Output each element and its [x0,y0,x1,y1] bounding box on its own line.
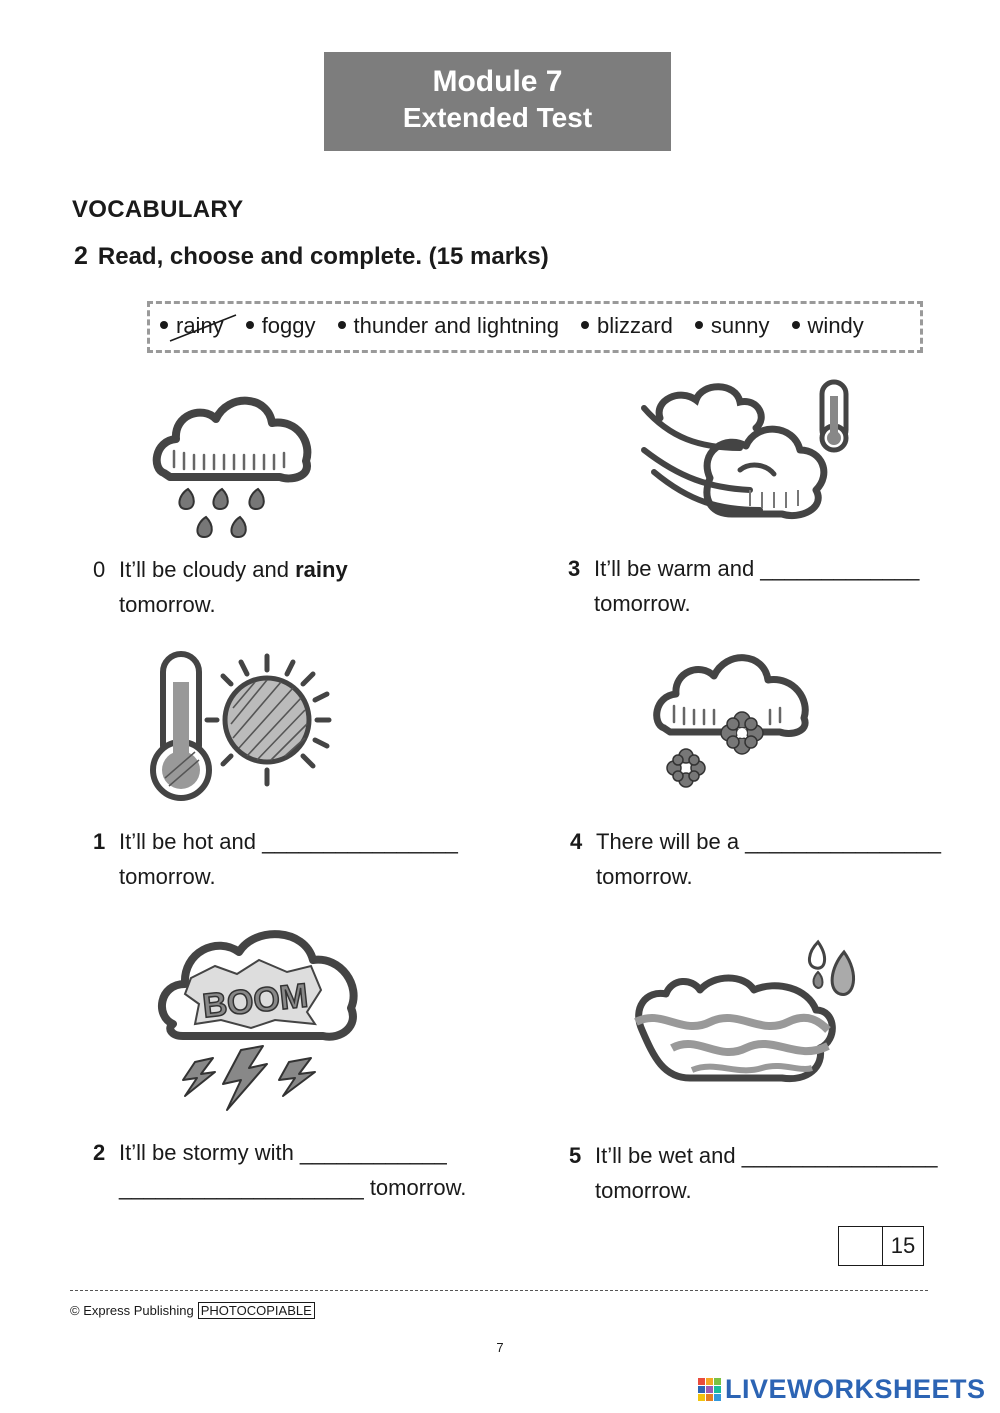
liveworksheets-wordmark: LIVEWORKSHEETS [725,1374,986,1404]
page-number: 7 [496,1340,504,1355]
liveworksheets-icon [698,1378,722,1402]
boom-text: BOOM [200,976,310,1026]
strikethrough-mark [166,309,238,349]
question-text[interactable]: It’ll be wet and ________________ [595,1143,938,1168]
question-line2: tomorrow. [119,864,216,889]
wind-cloud-icon [640,378,860,523]
copyright-text: © Express Publishing [70,1303,194,1318]
word-bank-item: thunder and lightning [338,313,560,339]
question-text[interactable]: It’ll be stormy with ____________ [119,1140,447,1165]
question-2 [93,1135,466,1205]
sun-thermometer-icon [145,648,330,803]
score-max: 15 [890,1233,916,1258]
question-4 [570,824,941,894]
photocopiable-badge: PHOTOCOPIABLE [198,1302,315,1319]
section-title: VOCABULARY [72,196,244,223]
question-number: 1 [93,829,106,854]
word-bank-item: foggy [246,313,316,339]
module-title: Module 7 [432,65,563,98]
score-box [838,1226,924,1266]
module-subtitle: Extended Test [402,102,593,133]
question-line2: tomorrow. [594,591,691,616]
question-number: 4 [570,829,583,854]
boom-storm-cloud-icon [155,928,360,1116]
question-line2[interactable]: ____________________ tomorrow. [119,1175,467,1200]
word-bank-item: rainy [160,313,224,339]
task-text: Read, choose and complete. (15 marks) [97,243,549,270]
question-number: 2 [93,1140,106,1165]
question-number: 3 [568,556,581,581]
question-line2: tomorrow. [596,864,693,889]
question-line2: tomorrow. [595,1178,692,1203]
task-number: 2 [74,242,88,270]
question-text[interactable]: It’ll be hot and ________________ [119,829,458,854]
question-5 [569,1138,938,1208]
title-box [324,52,671,151]
question-0 [93,552,348,622]
footer-divider [70,1290,928,1291]
question-text: It’ll be cloudy and [119,557,296,582]
word-bank-item: blizzard [581,313,673,339]
question-3 [568,551,919,621]
rain-cloud-icon [150,385,315,545]
question-number: 5 [569,1143,582,1168]
example-answer: rainy [295,557,348,582]
question-1 [93,824,458,894]
question-number: 0 [93,557,106,582]
question-line2: tomorrow. [119,592,216,617]
word-bank-item: windy [792,313,864,339]
liveworksheets-logo[interactable] [698,1374,986,1405]
word-bank [160,313,864,339]
question-text[interactable]: There will be a ________________ [596,829,941,854]
snow-cloud-icon [650,648,812,798]
question-text[interactable]: It’ll be warm and _____________ [594,556,920,581]
copyright [70,1303,315,1318]
fog-cloud-icon [632,938,864,1088]
score-input[interactable] [839,1227,883,1265]
task-instruction [74,242,549,271]
word-bank-item: sunny [695,313,770,339]
